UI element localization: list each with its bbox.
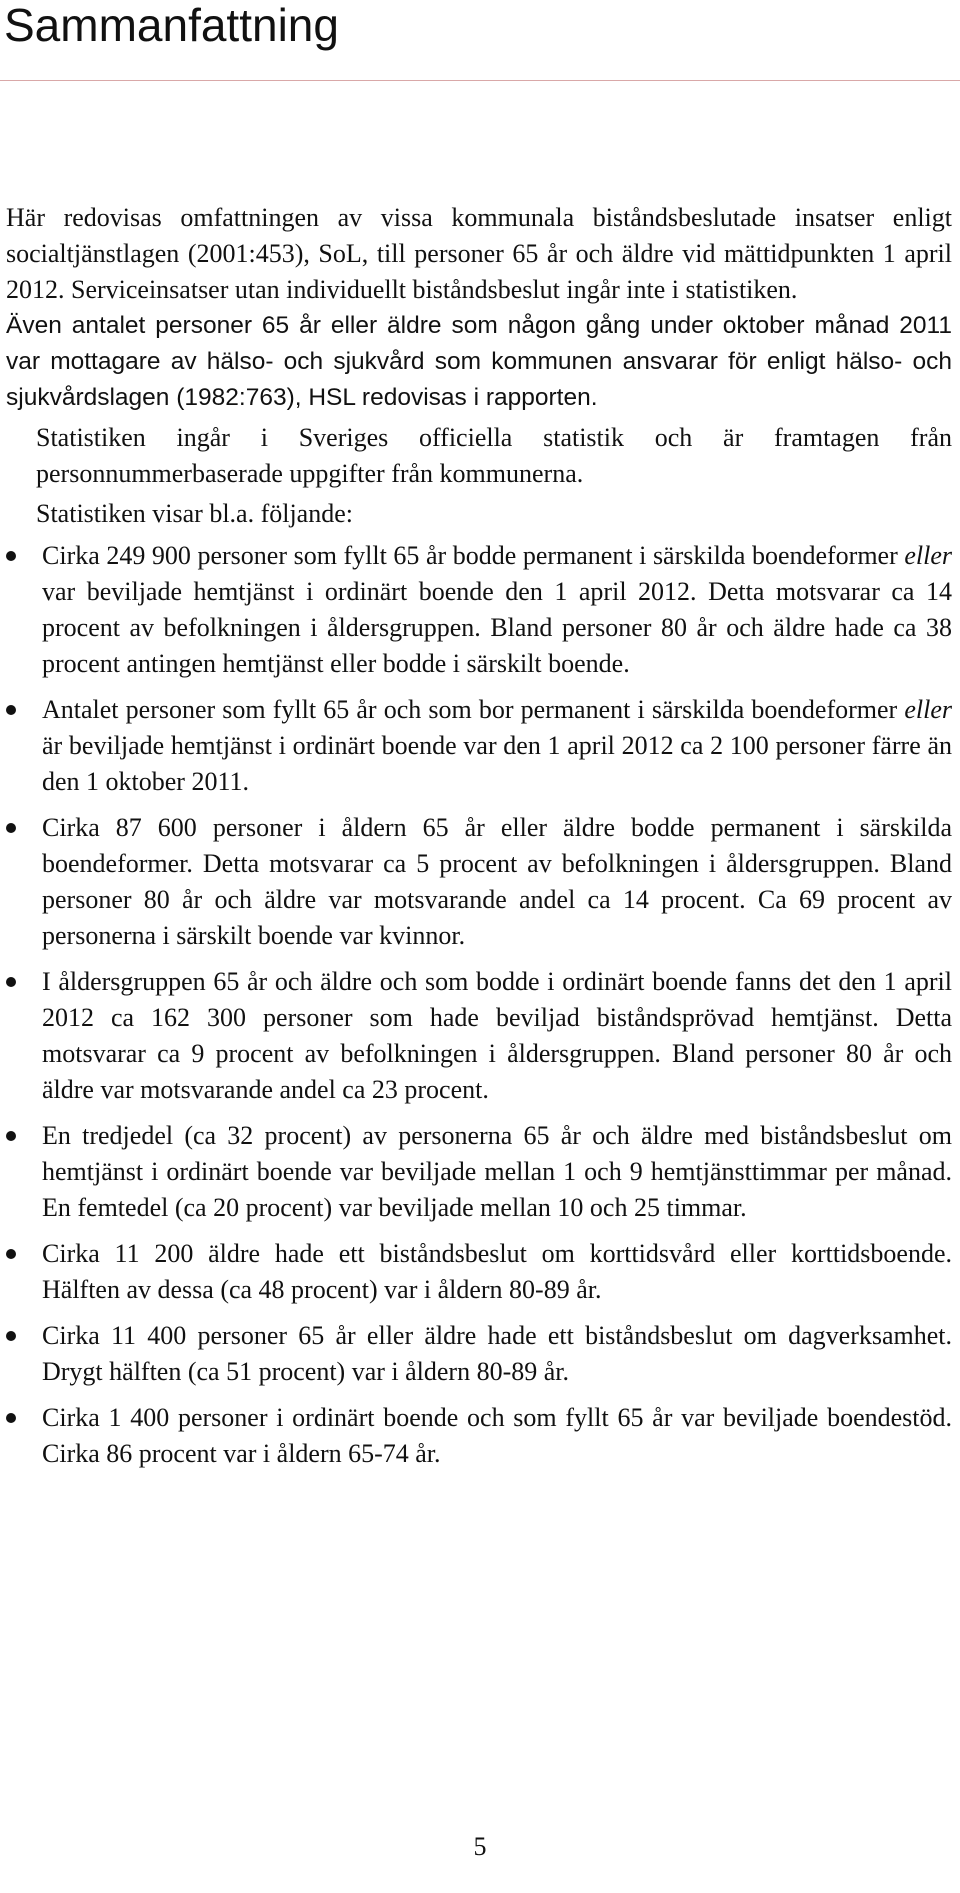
finding-text: Cirka 1 400 personer i ordinärt boende och som fyllt 65 år var beviljade boendestöd. Cirka 86 procent var i åldern 65-74 år. [42,1403,952,1468]
list-item [42,964,952,1108]
list-item [42,538,952,682]
intro-paragraph-findings-lead: Statistiken visar bl.a. följande: [36,499,353,528]
page-heading: Sammanfattning [4,0,339,51]
intro-paragraph-official-statistics: Statistiken ingår i Sveriges officiella statistik och är framtagen från personnummerbaserade uppgifter från kommunerna. [36,423,952,488]
intro-paragraph-scope: Här redovisas omfattningen av vissa kommunala biståndsbeslutade insatser enligt socialtjänstlagen (2001:453), SoL, till personer 65 år och äldre vid mättidpunkten 1 april 2012. Serviceinsatser utan individuellt biståndsbeslut ingår inte i statistiken. [6,203,952,304]
finding-text-end: var beviljade hemtjänst i ordinärt boende den 1 april 2012. Detta motsvarar ca 14 procent av befolkningen i åldersgruppen. Bland personer 80 år och äldre hade ca 38 procent antingen hemtjänst eller bodde i särskilt boende. [42,577,952,678]
finding-text: En tredjedel (ca 32 procent) av personerna 65 år och äldre med biståndsbeslut om hemtjänst i ordinärt boende var beviljade mellan 1 och 9 hemtjänsttimmar per månad. En femtedel (ca 20 procent) var beviljade mellan 10 och 25 timmar. [42,1121,952,1222]
summary-content [6,200,952,1482]
bullet-icon [6,977,16,987]
page-number: 5 [473,1832,487,1861]
finding-emphasis: eller [904,541,952,570]
finding-text-start: Antalet personer som fyllt 65 år och som bor permanent i särskilda boendeformer [42,695,905,724]
bullet-icon [6,1131,16,1141]
finding-text: Cirka 87 600 personer i åldern 65 år eller äldre bodde permanent i särskilda boendeformer. Detta motsvarar ca 5 procent av befolkningen i åldersgruppen. Bland personer 80 år och äldre var motsvarande andel ca 14 procent. Ca 69 procent av personerna i särskilt boende var kvinnor. [42,813,952,950]
bullet-icon [6,551,16,561]
list-item [42,1318,952,1390]
finding-text-start: Cirka 249 900 personer som fyllt 65 år bodde permanent i särskilda boendeformer [42,541,905,570]
finding-text: Cirka 11 200 äldre hade ett biståndsbeslut om korttidsvård eller korttidsboende. Hälften av dessa (ca 48 procent) var i åldern 80-89 år. [42,1239,952,1304]
intro-paragraph-hsl: Även antalet personer 65 år eller äldre som någon gång under oktober månad 2011 var mottagare av hälso- och sjukvård som kommunen ansvarar för enligt hälso- och sjukvårdslagen (1982:763), HSL redovisas i rapporten. [6,312,952,411]
finding-emphasis: eller [904,695,952,724]
bullet-icon [6,1413,16,1423]
bullet-icon [6,1331,16,1341]
finding-text: I åldersgruppen 65 år och äldre och som bodde i ordinärt boende fanns det den 1 april 2012 ca 162 300 personer som hade beviljad biståndsprövad hemtjänst. Detta motsvarar ca 9 procent av befolkningen i åldersgruppen. Bland personer 80 år och äldre var motsvarande andel ca 23 procent. [42,967,952,1104]
finding-text: Cirka 11 400 personer 65 år eller äldre hade ett biståndsbeslut om dagverksamhet. Drygt hälften (ca 51 procent) var i åldern 80-89 år. [42,1321,952,1386]
list-item [42,692,952,800]
list-item [42,1118,952,1226]
bullet-icon [6,823,16,833]
bullet-icon [6,705,16,715]
findings-list [42,538,952,1472]
list-item [42,1400,952,1472]
heading-divider [0,80,960,81]
list-item [42,1236,952,1308]
list-item [42,810,952,954]
bullet-icon [6,1249,16,1259]
finding-text-end: är beviljade hemtjänst i ordinärt boende var den 1 april 2012 ca 2 100 personer färre än den 1 oktober 2011. [42,731,952,796]
